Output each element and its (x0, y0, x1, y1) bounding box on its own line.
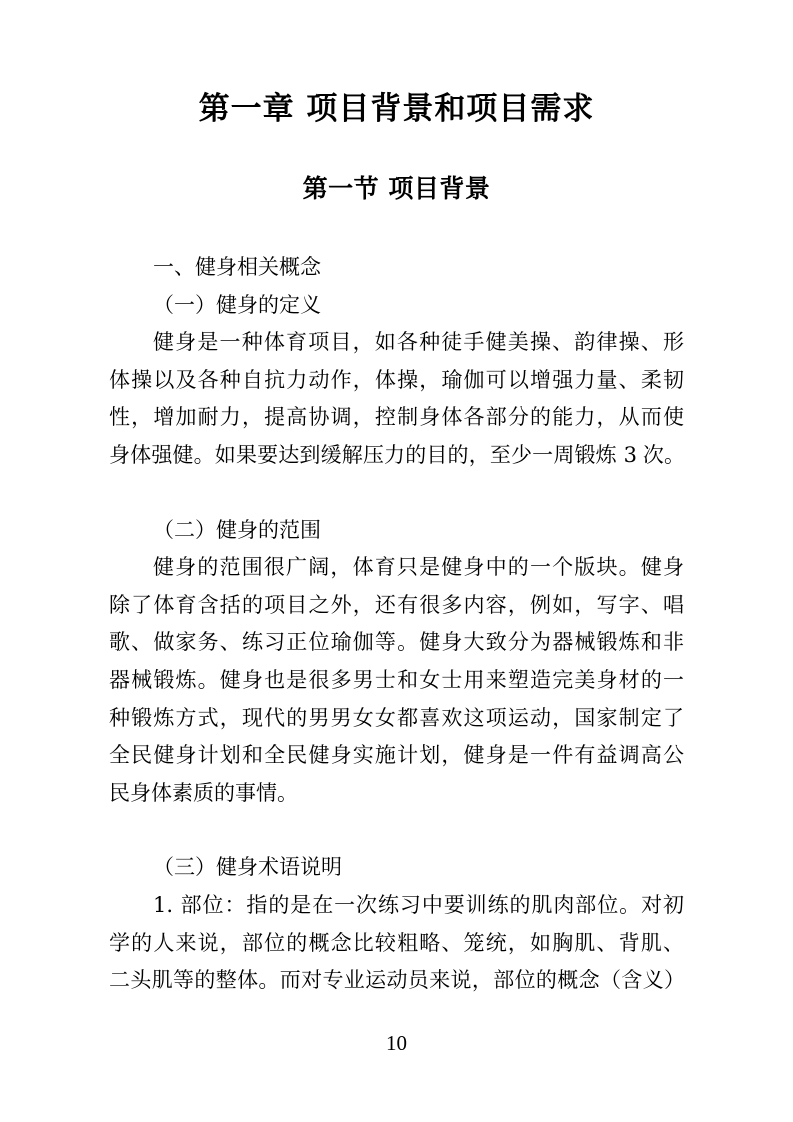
body-line: 健身是一种体育项目，如各种徒手健美操、韵律操、形 (153, 330, 684, 355)
chapter-heading: 第一章 项目背景和项目需求 (198, 91, 595, 127)
paragraph-gap (109, 812, 684, 849)
body-line: 歌、做家务、练习正位瑜伽等。健身大致分为器械锻炼和非 (109, 630, 684, 655)
body-line: （二）健身的范围 (153, 517, 321, 542)
body-line: 身体强健。如果要达到缓解压力的目的，至少一周锻炼 3 次。 (109, 442, 684, 467)
body-line: 种锻炼方式，现代的男男女女都喜欢这项运动，国家制定了 (109, 705, 684, 730)
document-body (109, 249, 684, 1000)
page-number: 10 (386, 1030, 407, 1055)
body-line: 体操以及各种自抗力动作，体操，瑜伽可以增强力量、柔韧 (109, 367, 684, 392)
body-line: 性，增加耐力，提高协调，控制身体各部分的能力，从而使 (109, 405, 684, 430)
body-line: 器械锻炼。健身也是很多男士和女士用来塑造完美身材的一 (109, 667, 684, 692)
body-line: 学的人来说，部位的概念比较粗略、笼统，如胸肌、背肌、 (109, 930, 684, 955)
body-line: 二头肌等的整体。而对专业运动员来说，部位的概念（含义） (109, 968, 684, 993)
body-line: 健身的范围很广阔，体育只是健身中的一个版块。健身 (153, 555, 684, 580)
body-line: 一、健身相关概念 (153, 255, 321, 279)
body-line: （三）健身术语说明 (153, 855, 342, 880)
section-heading: 第一节 项目背景 (302, 174, 491, 203)
body-line: 除了体育含括的项目之外，还有很多内容，例如，写字、唱 (109, 592, 684, 617)
body-line: 民身体素质的事情。 (109, 780, 298, 805)
body-line: 1. 部位：指的是在一次练习中要训练的肌肉部位。对初 (153, 892, 684, 917)
body-line: （一）健身的定义 (153, 292, 321, 317)
paragraph-gap (109, 475, 684, 512)
body-line: 全民健身计划和全民健身实施计划，健身是一件有益调高公 (109, 743, 684, 768)
